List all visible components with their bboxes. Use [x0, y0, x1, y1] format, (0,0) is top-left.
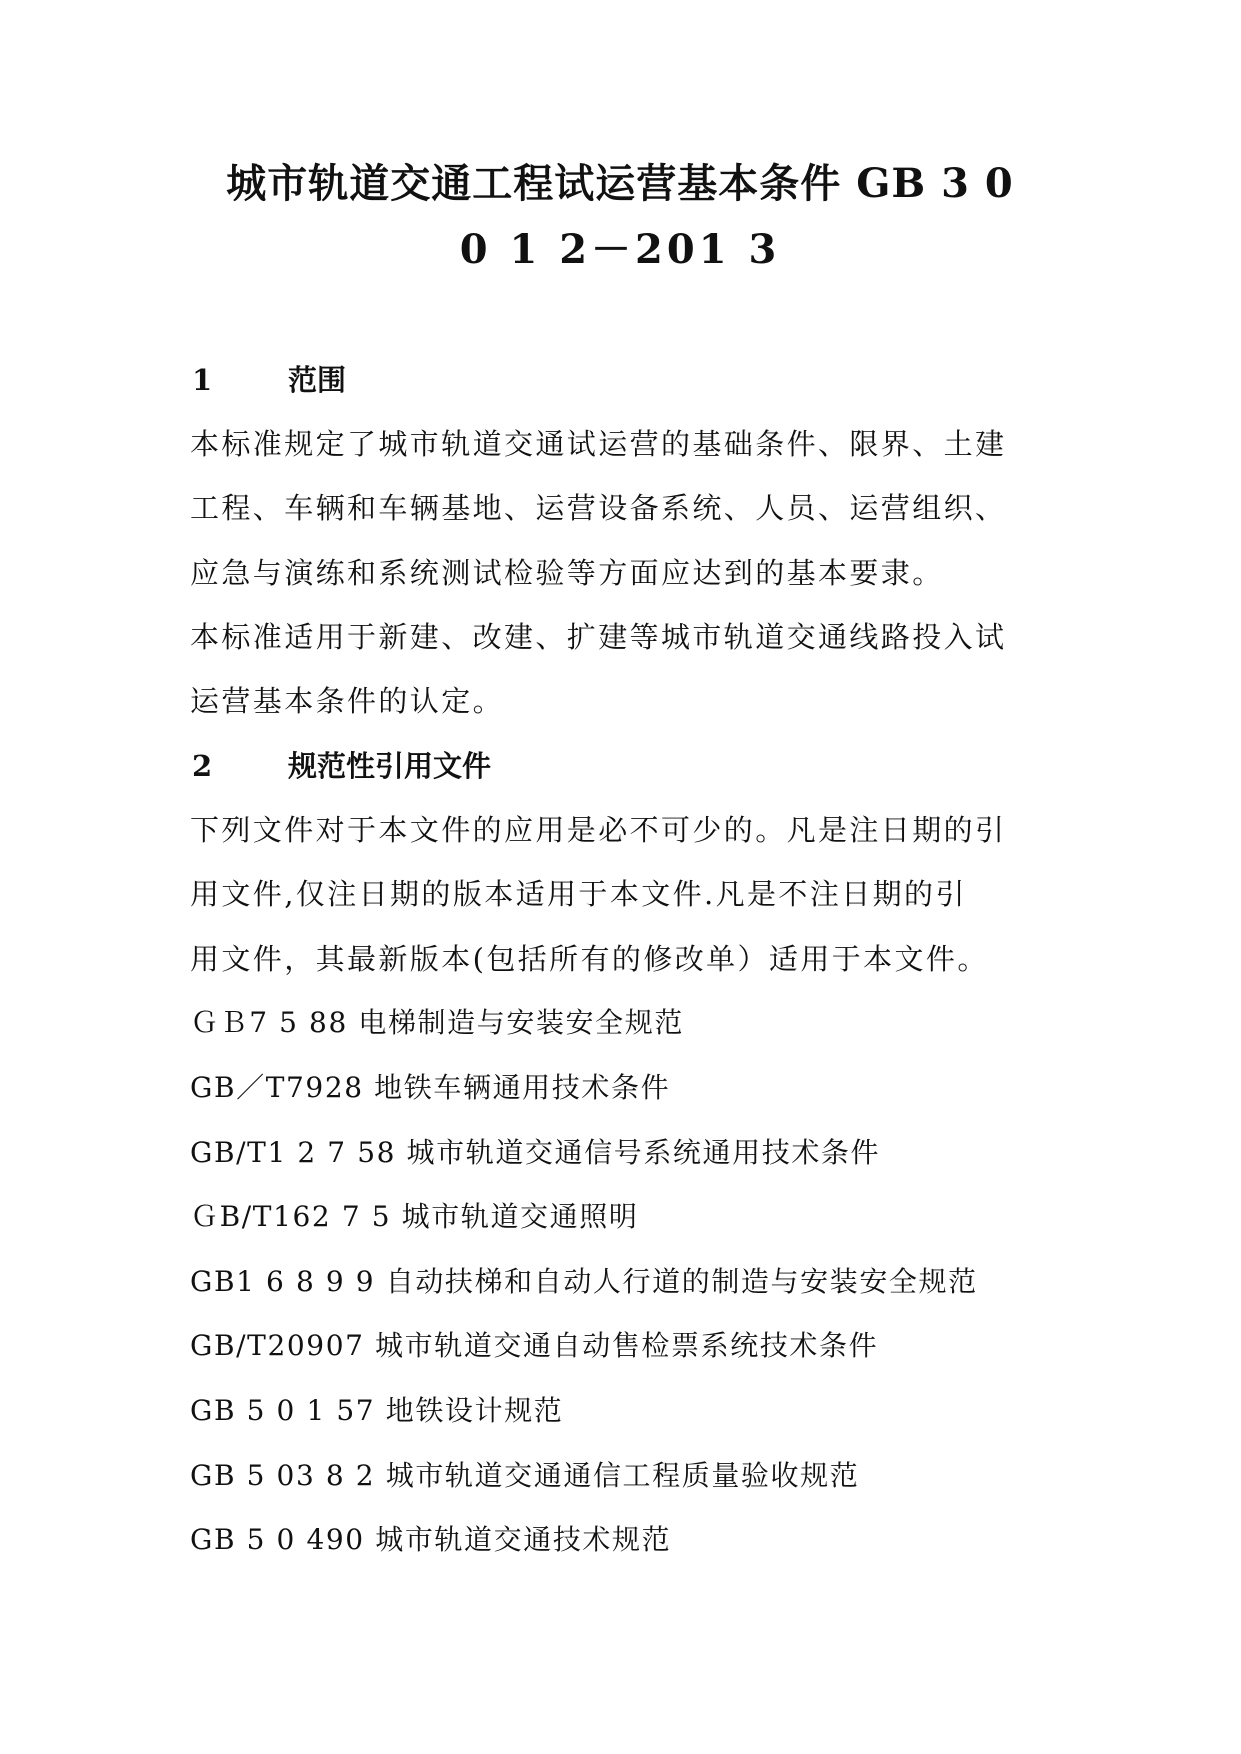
paragraph-line: 运营基本条件的认定。 — [190, 684, 505, 718]
reference-item: GB/T20907 城市轨道交通自动售检票系统技术条件 — [190, 1329, 879, 1362]
reference-item: GB 5 03 8 2 城市轨道交通通信工程质量验收规范 — [190, 1459, 860, 1492]
paragraph-line: 本标准适用于新建、改建、扩建等城市轨道交通线路投入试 — [190, 620, 1007, 654]
document-title-line-2: 0 1 2－201 3 — [459, 226, 781, 273]
reference-item: GB／T7928 地铁车辆通用技术条件 — [190, 1071, 671, 1104]
reference-item: GB/T1 2 7 58 城市轨道交通信号系统通用技术条件 — [190, 1136, 881, 1169]
paragraph-line: 用文件，其最新版本(包括所有的修改单）适用于本文件。 — [190, 942, 989, 976]
reference-item: GB 5 0 490 城市轨道交通技术规范 — [190, 1523, 672, 1556]
section-2-heading — [192, 746, 491, 786]
section-2-title: 规范性引用文件 — [288, 749, 492, 783]
reference-item: ＧB/T162 7 5 城市轨道交通照明 — [190, 1200, 639, 1233]
section-1-heading — [192, 360, 346, 400]
paragraph-line: 应急与演练和系统测试检验等方面应达到的基本要隶。 — [190, 556, 944, 590]
paragraph-line: 工程、车辆和车辆基地、运营设备系统、人员、运营组织、 — [190, 491, 1007, 525]
section-1-number: 1 — [192, 363, 213, 397]
reference-item: ＧＢ7 5 88 电梯制造与安装安全规范 — [190, 1006, 684, 1039]
paragraph-line: 下列文件对于本文件的应用是必不可少的。凡是注日期的引 — [190, 813, 1007, 847]
section-1-title: 范围 — [288, 363, 347, 397]
document-title-line-1: 城市轨道交通工程试运营基本条件 GB 3 0 — [226, 160, 1014, 207]
reference-item: GB1 6 8 9 9 自动扶梯和自动人行道的制造与安装安全规范 — [190, 1265, 978, 1298]
section-2-number: 2 — [192, 749, 213, 783]
reference-item: GB 5 0 1 57 地铁设计规范 — [190, 1394, 564, 1427]
paragraph-line: 用文件,仅注日期的版本适用于本文件.凡是不注日期的引 — [190, 877, 967, 911]
paragraph-line: 本标准规定了城市轨道交通试运营的基础条件、限界、土建 — [190, 427, 1007, 461]
